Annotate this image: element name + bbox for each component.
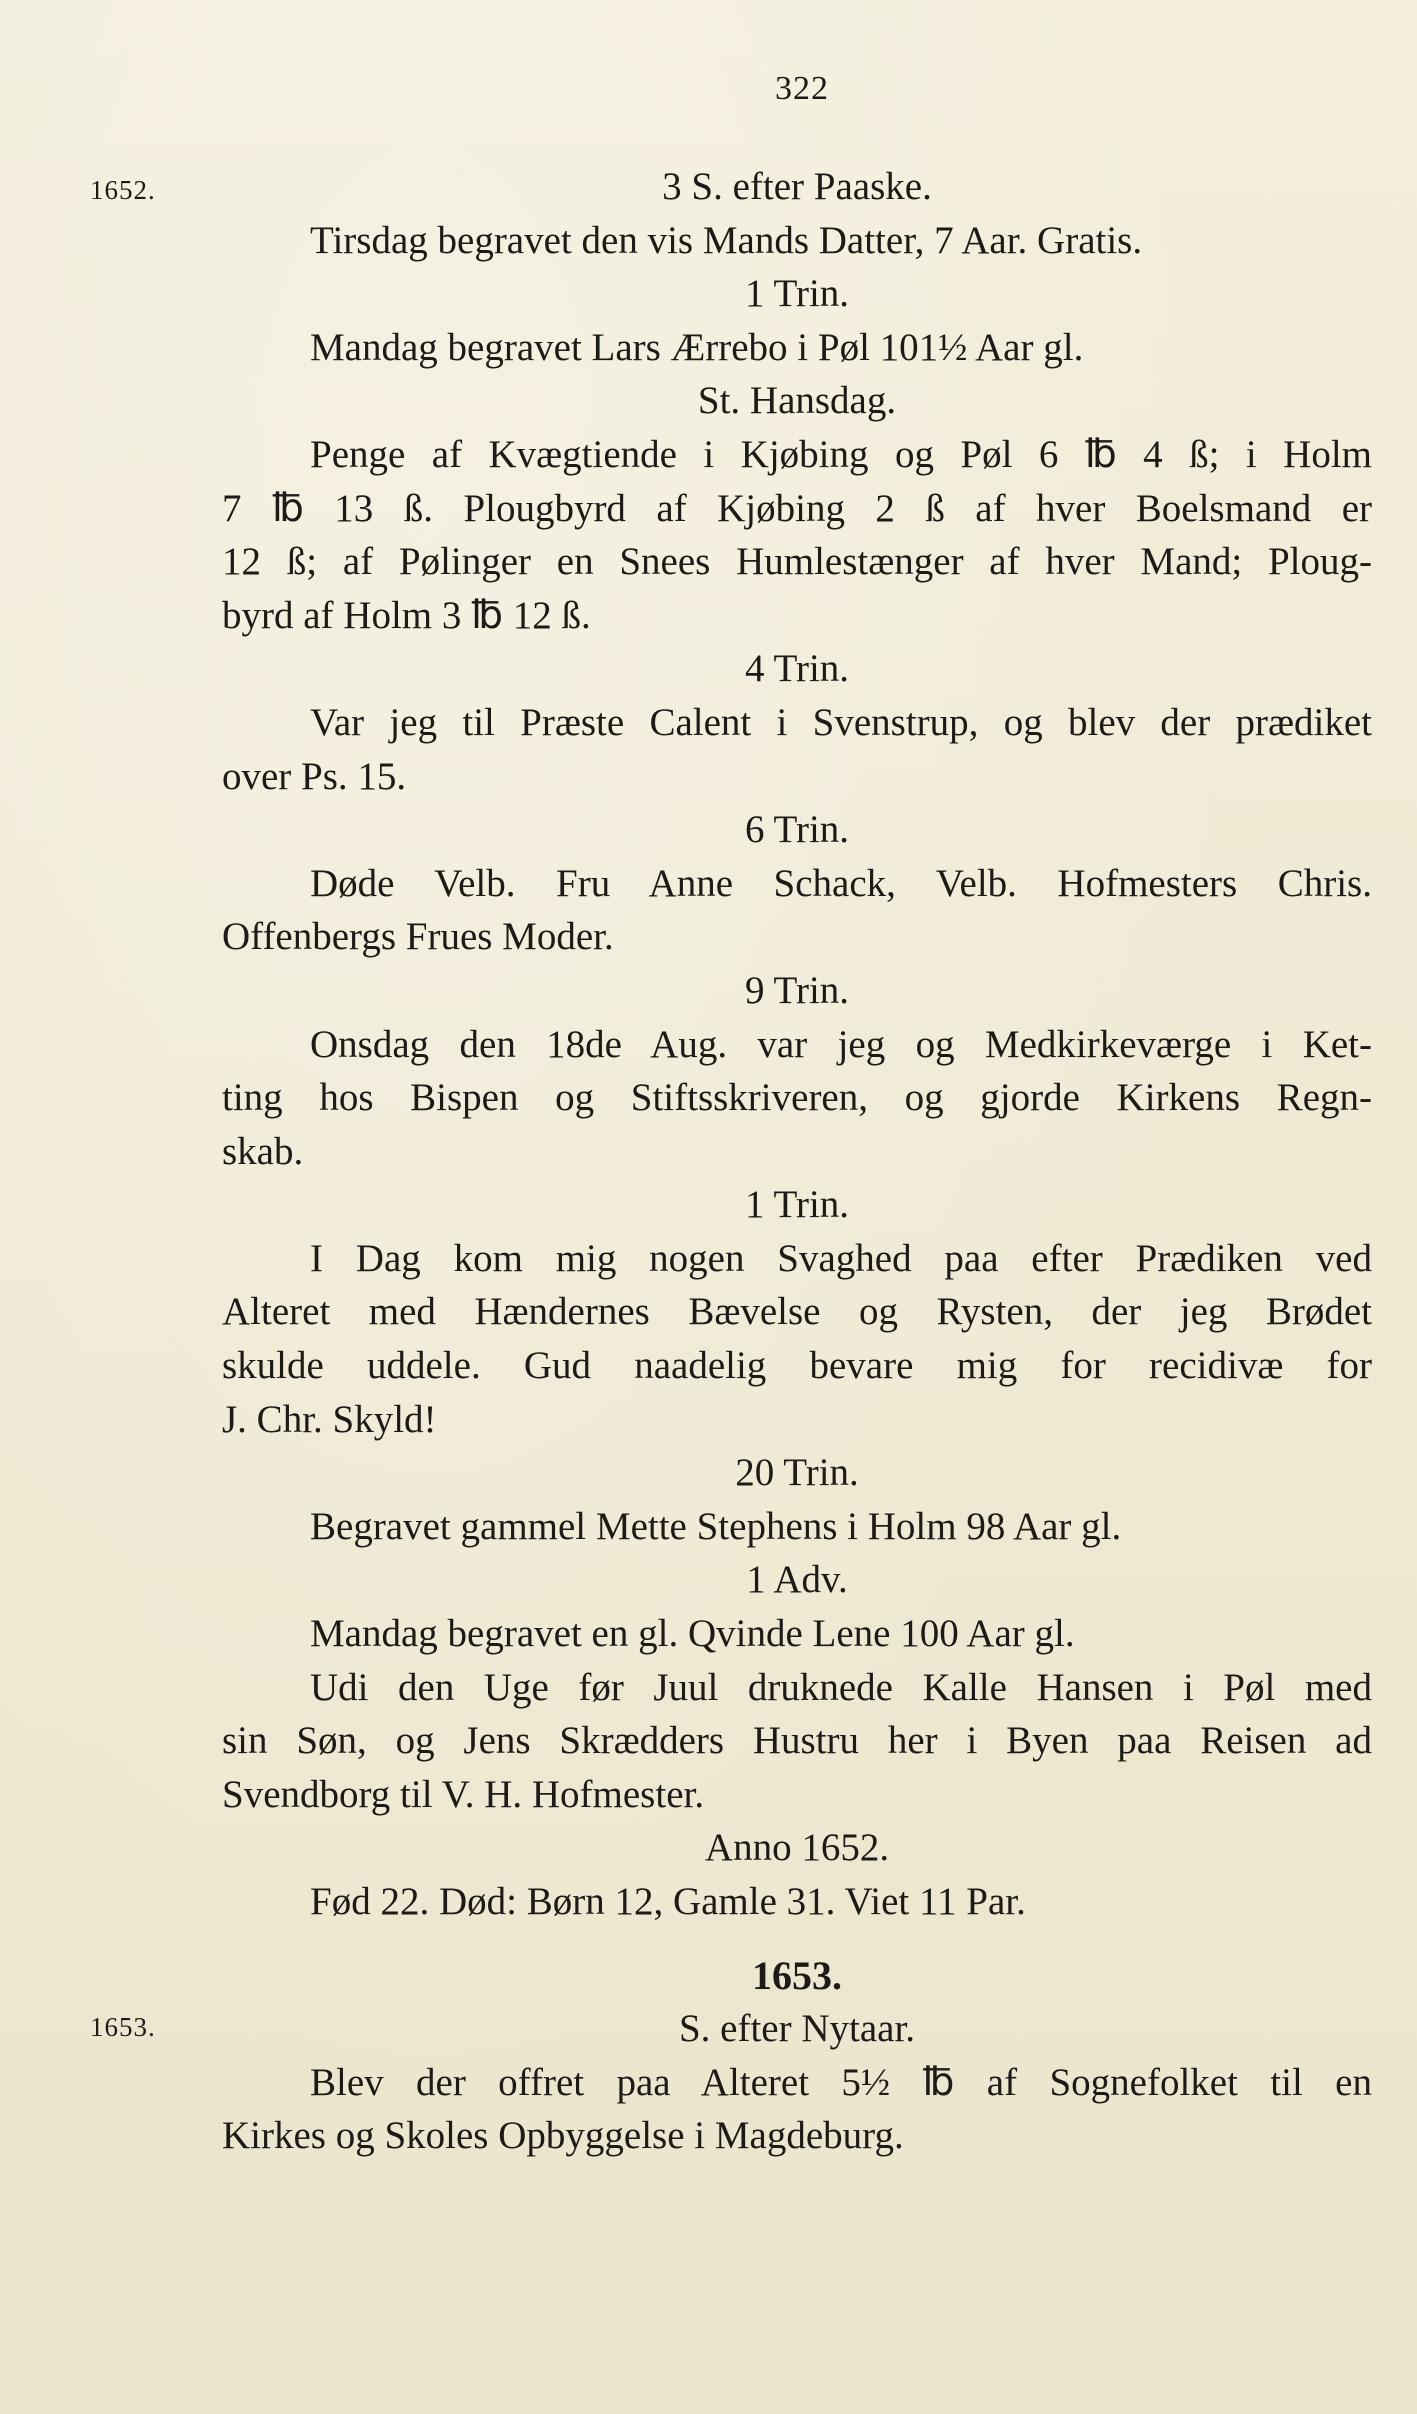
- text-line: J. Chr. Skyld!: [222, 1397, 437, 1441]
- text-line: Offenbergs Frues Moder.: [222, 915, 614, 959]
- section-heading: St. Hansdag.: [697, 379, 897, 423]
- text-line: Kirkes og Skoles Opbyggelse i Magdeburg.: [222, 2114, 904, 2158]
- text-line: 12 ß; af Pølinger en Snees Humlestænger af hver Mand; Ploug-: [222, 540, 1372, 584]
- page-number: 322: [775, 70, 829, 107]
- text-line: Fød 22. Død: Børn 12, Gamle 31. Viet 11 Par.: [310, 1880, 1026, 1923]
- text-line: ting hos Bispen og Stiftsskriveren, og gjorde Kirkens Regn-: [222, 1076, 1372, 1120]
- section-heading: 9 Trin.: [744, 968, 850, 1012]
- section-heading: 20 Trin.: [735, 1451, 859, 1495]
- text-line: Var jeg til Præste Calent i Svenstrup, og blev der prædiket: [310, 700, 1372, 744]
- text-line: Onsdag den 18de Aug. var jeg og Medkirkeværge i Ket-: [310, 1022, 1372, 1066]
- section-heading: Anno 1652.: [704, 1826, 890, 1870]
- text-line: skab.: [222, 1129, 304, 1173]
- section-heading: 1 Trin.: [744, 272, 850, 316]
- text-line: Blev der offret paa Alteret 5½ ℔ af Sognefolket til en: [310, 2060, 1372, 2104]
- text-line: Udi den Uge før Juul druknede Kalle Hansen i Pøl med: [310, 1665, 1372, 1709]
- text-line: Mandag begravet Lars Ærrebo i Pøl 101½ Aar gl.: [310, 325, 1084, 369]
- section-heading: 1 Trin.: [744, 1183, 850, 1227]
- section-heading: 3 S. efter Paaske.: [662, 165, 932, 208]
- text-line: Døde Velb. Fru Anne Schack, Velb. Hofmesters Chris.: [310, 861, 1372, 905]
- section-heading: S. efter Nytaar.: [678, 2007, 916, 2051]
- section-heading: 1 Adv.: [746, 1558, 848, 1602]
- text-line: sin Søn, og Jens Skrædders Hustru her i Byen paa Reisen ad: [222, 1719, 1372, 1763]
- text-line: skulde uddele. Gud naadelig bevare mig for recidivæ for: [222, 1344, 1372, 1388]
- text-line: byrd af Holm 3 ℔ 12 ß.: [222, 593, 591, 637]
- margin-year-1652: 1652.: [90, 175, 156, 205]
- page-body: [222, 160, 1372, 2163]
- text-line: Mandag begravet en gl. Qvinde Lene 100 Aar gl.: [310, 1612, 1075, 1656]
- section-heading: 4 Trin.: [744, 647, 850, 691]
- text-line: Tirsdag begravet den vis Mands Datter, 7 Aar. Gratis.: [310, 218, 1143, 262]
- text-line: I Dag kom mig nogen Svaghed paa efter Prædiken ved: [310, 1236, 1372, 1280]
- year-heading: 1653.: [752, 1952, 842, 1998]
- text-line: Svendborg til V. H. Hofmester.: [222, 1772, 705, 1816]
- text-line: Penge af Kvægtiende i Kjøbing og Pøl 6 ℔ 4 ß; i Holm: [310, 432, 1372, 476]
- text-line: Begravet gammel Mette Stephens i Holm 98 Aar gl.: [310, 1504, 1122, 1548]
- text-line: Alteret med Hændernes Bævelse og Rysten, der jeg Brødet: [222, 1290, 1372, 1334]
- text-line: 7 ℔ 13 ß. Plougbyrd af Kjøbing 2 ß af hver Boelsmand er: [222, 486, 1372, 530]
- spacer: [222, 1929, 1372, 1949]
- text-line: over Ps. 15.: [222, 754, 407, 798]
- margin-year-1653: 1653.: [90, 2012, 156, 2042]
- section-heading: 6 Trin.: [744, 808, 850, 852]
